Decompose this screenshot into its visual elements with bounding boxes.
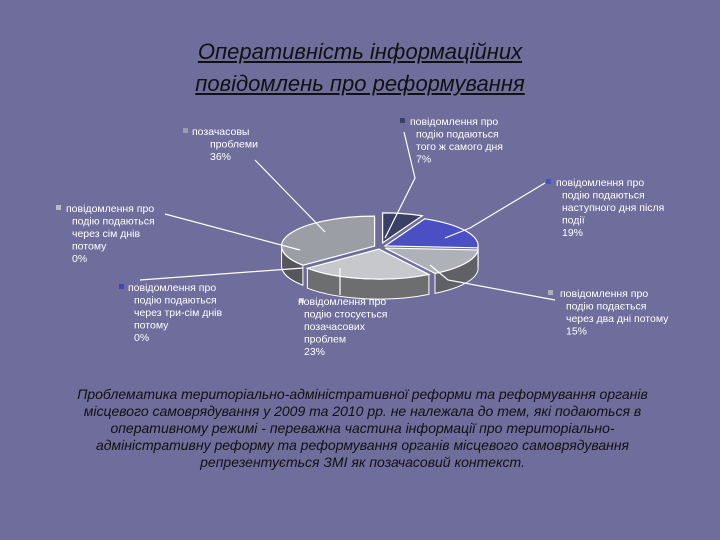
leader-line (255, 160, 325, 232)
slice-label (560, 288, 669, 338)
legend-marker (546, 179, 551, 184)
slice-label (192, 126, 258, 163)
slice-label-line: потому (134, 319, 169, 332)
slice-label (128, 282, 222, 344)
slice-label-line: повідомлення про (298, 296, 387, 308)
slice-label-line: через сім днів (72, 228, 141, 240)
slice-value: 0% (134, 332, 150, 344)
slice-label-line: проблеми (210, 138, 258, 151)
slice-label-line: через два дні потому (566, 313, 669, 325)
slice-value: 0% (72, 253, 88, 265)
slice-label (298, 296, 387, 358)
legend-marker (119, 284, 124, 289)
slice-label-line: подію подаються (134, 294, 217, 307)
slide-caption: Проблематика територіально-адміністративної реформи та реформування органів місцевого самоврядування у 2009 та 2010 рр. не належала до тем, які подаються в оперативному режимі - переважна частина інформації про територіально-адміністративну реформу та реформування органів місцевого самоврядування репрезентується ЗМІ як позачасовий контекст. (77, 386, 648, 470)
slice-value: 19% (562, 227, 584, 239)
slice-label-line: потому (72, 240, 107, 253)
slice-label-line: позачасових (304, 321, 366, 333)
slice-label-line: наступного дня після (562, 202, 665, 214)
slice-label-line: позачасовы (192, 126, 250, 138)
legend-marker (548, 290, 553, 295)
slice-label (410, 116, 503, 166)
slice-label-line: повідомлення про (128, 282, 217, 294)
slice-value: 15% (566, 325, 588, 338)
slice-label-line: повідомлення про (560, 288, 649, 300)
slice-label-line: подію стосується (304, 308, 388, 321)
title-line-2: повідомлень про реформування (195, 71, 525, 96)
slice-label (66, 203, 155, 265)
slice-label (556, 177, 664, 239)
pie-layer (282, 213, 479, 299)
slice-label-line: повідомлення про (66, 203, 155, 215)
slice-label-line: повідомлення про (410, 116, 499, 128)
slice-label-line: подію подаються (72, 215, 155, 228)
legend-marker (183, 128, 188, 133)
slice-value: 7% (416, 153, 432, 166)
legend-marker (400, 118, 405, 123)
leader-line (140, 268, 303, 280)
legend-marker (56, 205, 61, 210)
slice-label-line: проблем (304, 333, 347, 346)
slice-value: 23% (304, 346, 326, 358)
title-line-1: Оперативність інформаційних (197, 39, 523, 64)
slice-label-line: подію подається (566, 300, 647, 313)
slice-label-line: повідомлення про (556, 177, 645, 189)
slice-label-line: того ж самого дня (416, 141, 503, 153)
slice-value: 36% (210, 151, 232, 163)
slice-label-line: події (562, 214, 585, 227)
leader-line (165, 214, 300, 250)
slice-label-line: подію подаються (416, 128, 499, 141)
slice-label-line: подію подаються (562, 189, 645, 202)
slice-label-line: через три-сім днів (134, 307, 223, 319)
